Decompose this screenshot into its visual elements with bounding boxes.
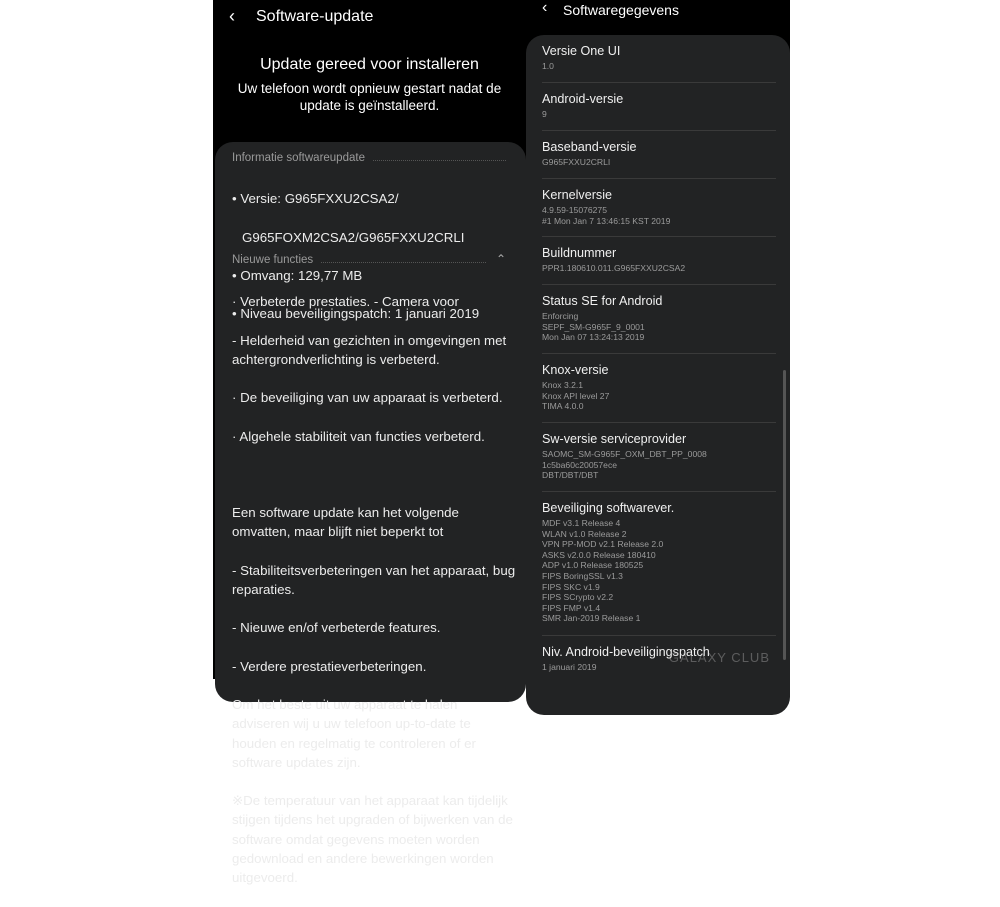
update-description: Uw telefoon wordt opnieuw gestart nadat de update is geïnstalleerd. <box>237 81 502 113</box>
feature-line: - Helderheid van gezichten in omgevingen met achtergrondverlichting is verbeterd. <box>232 332 507 367</box>
info-item-value: 1.0 <box>542 61 554 71</box>
info-item-value: MDF v3.1 Release 4 WLAN v1.0 Release 2 VPN PP-MOD v2.1 Release 2.0 ASKS v2.0.0 Release 180410 ADP v1.0 Release 180525 FIPS BoringSSL v1.3 FIPS SKC v1.9 FIPS SCrypto v2.2 FIPS FMP v1.4 SMR Jan-2019 Release 1 <box>542 518 664 624</box>
info-item-se-status[interactable] <box>542 294 776 354</box>
info-item-baseband[interactable] <box>542 140 776 179</box>
section-divider <box>373 160 506 161</box>
watermark-logo: GALAXY CLUB <box>668 650 770 665</box>
info-item-security-software[interactable] <box>542 501 776 636</box>
info-item-title: Status SE for Android <box>542 294 663 308</box>
info-item-value: G965FXXU2CRLI <box>542 157 611 167</box>
update-info-card <box>215 142 526 886</box>
feature-line: - Stabiliteitsverbeteringen van het apparaat, bug reparaties. <box>232 562 516 598</box>
info-item-title: Kernelversie <box>542 188 612 202</box>
info-item-title: Versie One UI <box>542 44 621 58</box>
feature-spacer <box>232 465 516 484</box>
info-item-title: Knox-versie <box>542 363 609 377</box>
info-item-title: Baseband-versie <box>542 140 637 154</box>
info-item-value: SAOMC_SM-G965F_OXM_DBT_PP_0008 1c5ba60c20057ece DBT/DBT/DBT <box>542 449 707 481</box>
update-heading: Update gereed voor installeren <box>260 56 479 73</box>
info-item-title: Beveiliging softwarever. <box>542 501 675 515</box>
page-title: Software-update <box>256 8 374 25</box>
info-item-kernel[interactable] <box>542 188 776 237</box>
feature-line: · Algehele stabiliteit van functies verbeterd. <box>232 428 485 444</box>
info-item-build[interactable] <box>542 246 776 285</box>
info-item-title: Buildnummer <box>542 246 617 260</box>
info-item-value: Enforcing SEPF_SM-G965F_9_0001 Mon Jan 07 13:24:13 2019 <box>542 311 645 343</box>
page-title: Softwaregegevens <box>563 2 679 18</box>
info-item-title: Niv. Android-beveiligingspatch <box>542 645 710 659</box>
info-line: • Omvang: 129,77 MB <box>232 268 363 284</box>
info-item-value: 1 januari 2019 <box>542 662 597 672</box>
feature-line: · De beveiliging van uw apparaat is verbeterd. <box>232 390 503 406</box>
info-item-android-version[interactable] <box>542 92 776 131</box>
update-status <box>213 56 526 114</box>
info-item-title: Sw-versie serviceprovider <box>542 432 687 446</box>
info-item-knox[interactable] <box>542 363 776 423</box>
info-item-value: 4.9.59-15076275 #1 Mon Jan 7 13:46:15 KST 2019 <box>542 205 671 226</box>
features-section-header[interactable] <box>232 254 486 266</box>
info-section-label: Informatie softwareupdate <box>232 152 365 164</box>
back-arrow-icon[interactable]: ‹ <box>229 6 235 26</box>
info-item-value: 9 <box>542 109 547 119</box>
features-section-label: Nieuwe functies <box>232 254 314 266</box>
info-item-service-provider[interactable] <box>542 432 776 492</box>
scrollbar[interactable] <box>783 370 786 660</box>
back-arrow-icon[interactable]: ‹ <box>542 0 548 16</box>
feature-line: ※De temperatuur van het apparaat kan tijdelijk stijgen tijdens het upgraden of bijwerken van de software omdat gegevens moeten worden gedownload en andere bewerkingen worden uitgevoerd. <box>232 793 513 886</box>
feature-line: Om het beste uit uw apparaat te halen adviseren wij u uw telefoon up-to-date te houden en regelmatig te controleren of er software updates zijn. <box>232 697 476 770</box>
software-info-list <box>526 35 790 715</box>
feature-line: - Verdere prestatieverbeteringen. <box>232 658 427 674</box>
feature-line: - Nieuwe en/of verbeterde features. <box>232 620 441 636</box>
section-divider <box>321 262 486 263</box>
info-section-header <box>232 152 506 164</box>
feature-line: Een software update kan het volgende omvatten, maar blijft niet beperkt tot <box>232 505 459 540</box>
info-item-one-ui[interactable] <box>542 44 776 83</box>
software-info-screen <box>526 0 790 679</box>
feature-line: · Verbeterde prestaties. - Camera voor <box>232 294 459 310</box>
features-text <box>232 273 516 907</box>
info-item-title: Android-versie <box>542 92 624 106</box>
info-line: • Niveau beveiligingspatch: 1 januari 2019 <box>232 306 480 322</box>
info-line: G965FOXM2CSA2/G965FXXU2CRLI <box>242 229 465 245</box>
collapse-chevron-up-icon[interactable]: ⌃ <box>495 252 506 266</box>
info-item-value: Knox 3.2.1 Knox API level 27 TIMA 4.0.0 <box>542 380 610 412</box>
info-line: • Versie: G965FXXU2CSA2/ <box>232 191 399 207</box>
software-update-screen <box>213 0 526 886</box>
info-item-value: PPR1.180610.011.G965FXXU2CSA2 <box>542 263 686 273</box>
